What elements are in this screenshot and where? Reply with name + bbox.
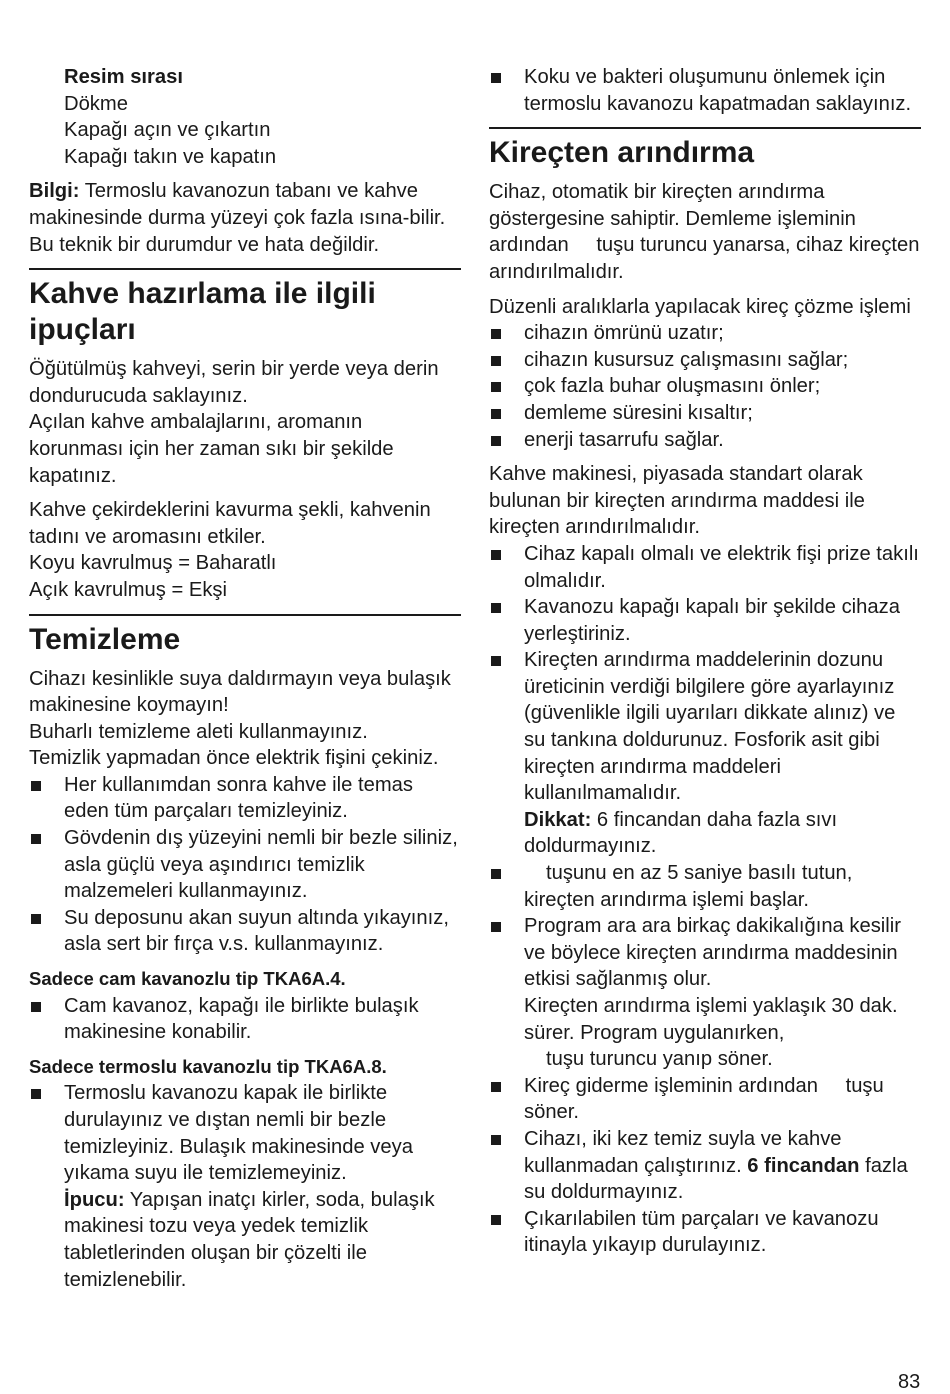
bullet-square-icon xyxy=(31,1089,41,1099)
roast-dark: Koyu kavrulmuş = Baharatlı xyxy=(29,552,277,575)
tips-paragraph: Açılan kahve ambalajlarını, aromanın korunması için her zaman sıkı bir şekilde kapatınız. xyxy=(29,411,394,487)
list-item: Termoslu kavanozu kapak ile birlikte durulayınız ve dıştan nemli bir bezle temizleyiniz. Bulaşık makinesinde veya yıkama suyu ile temizlemeyiniz. İpucu: Yapışan inatçı kirler, soda, bulaşık makinesi tozu veya yedek temizlik tabletlerinden oluşan bir çözelti ile temizlenebilir. xyxy=(29,1080,461,1293)
descaling-paragraph: Düzenli aralıklarla yapılacak kireç çözme işlemi xyxy=(489,295,911,318)
list-item: enerji tasarrufu sağlar. xyxy=(489,427,921,454)
attention-text: 6 fincandan daha fazla sıvı doldurmayınız. xyxy=(524,808,838,858)
descaling-section xyxy=(489,127,921,1259)
bullet-square-icon xyxy=(491,656,501,666)
bullet-square-icon xyxy=(491,382,501,392)
sequence-title: Resim sırası xyxy=(64,66,183,88)
cleaning-paragraph: Buharlı temizleme aleti kullanmayınız. xyxy=(29,720,368,743)
bullet-square-icon xyxy=(491,1082,501,1092)
list-item: Koku ve bakteri oluşumunu önlemek için termoslu kavanozu kapatmadan saklayınız. xyxy=(489,64,921,117)
bullet-square-icon xyxy=(491,436,501,446)
attention-label: Dikkat: xyxy=(524,808,592,831)
descaling-steps xyxy=(489,541,921,1259)
bullet-square-icon xyxy=(491,1215,501,1225)
glass-list xyxy=(29,993,461,1046)
benefits-list xyxy=(489,320,921,453)
bullet-square-icon xyxy=(491,550,501,560)
tips-paragraph: Kahve çekirdeklerini kavurma şekli, kahvenin tadını ve aromasını etkiler. xyxy=(29,499,431,548)
thermo-model-heading: Sadece termoslu kavanozlu tip TKA6A.8. xyxy=(29,1055,387,1077)
list-item: Cihaz kapalı olmalı ve elektrik fişi prize takılı olmalıdır. xyxy=(489,541,921,594)
descaling-heading: Kireçten arındırma xyxy=(489,136,755,170)
sequence-item: Dökme xyxy=(64,92,128,115)
info-text: Termoslu kavanozun tabanı ve kahve makinesinde durma yüzeyi çok fazla ısına-bilir. Bu teknik bir durumdur ve hata değildir. xyxy=(29,180,446,256)
sequence-item: Kapağı takın ve kapatın xyxy=(64,145,277,168)
list-item: tuşunu en az 5 saniye basılı tutun, kireçten arındırma işlemi başlar. xyxy=(489,860,921,913)
info-label: Bilgi: xyxy=(29,180,80,203)
bullet-square-icon xyxy=(491,1135,501,1145)
cleaning-paragraph: Cihazı kesinlikle suya daldırmayın veya bulaşık makinesine koymayın! xyxy=(29,667,451,717)
list-item: Her kullanımdan sonra kahve ile temas eden tüm parçaları temizleyiniz. xyxy=(29,772,461,825)
bullet-square-icon xyxy=(31,834,41,844)
page-number: 83 xyxy=(898,1371,921,1393)
bullet-square-icon xyxy=(491,869,501,879)
roast-light: Açık kavrulmuş = Ekşi xyxy=(29,578,228,601)
bullet-square-icon xyxy=(491,409,501,419)
storage-list xyxy=(489,64,921,117)
list-item: Cihazı, iki kez temiz suyla ve kahve kullanmadan çalıştırınız. 6 fincandan fazla su doldurmayınız. xyxy=(489,1126,921,1206)
tips-section xyxy=(29,268,461,603)
sequence-item: Kapağı açın ve çıkartın xyxy=(64,119,271,142)
cleaning-section xyxy=(29,614,461,1294)
list-item: Su deposunu akan suyun altında yıkayınız, asla sert bir fırça v.s. kullanmayınız. xyxy=(29,905,461,958)
cleaning-paragraph: Temizlik yapmadan önce elektrik fişini çekiniz. xyxy=(29,747,439,770)
glass-model-heading: Sadece cam kavanozlu tip TKA6A.4. xyxy=(29,968,346,990)
bullet-square-icon xyxy=(491,356,501,366)
bullet-square-icon xyxy=(31,781,41,791)
descaling-paragraph: Cihaz, otomatik bir kireçten arındırma göstergesine sahiptir. Demleme işleminin ardından tuşu turuncu yanarsa, cihaz kireçten arındırılmalıdır. xyxy=(489,181,920,283)
bullet-square-icon xyxy=(491,922,501,932)
list-item: Cam kavanoz, kapağı ile birlikte bulaşık makinesine konabilir. xyxy=(29,993,461,1046)
tip-label: İpucu: xyxy=(64,1188,125,1211)
bullet-square-icon xyxy=(31,1002,41,1012)
descaling-paragraph: Kahve makinesi, piyasada standart olarak bulunan bir kireçten arındırma maddesi ile kireçten arındırılmalıdır. xyxy=(489,463,865,539)
list-item: Program ara ara birkaç dakikalığına kesilir ve böylece kireçten arındırma maddesinin etkisi sağlanmış olur. Kireçten arındırma işlemi yaklaşık 30 dak. sürer. Program uygulanırken, tuşu turuncu yanıp söner. xyxy=(489,913,921,1073)
list-item: Çıkarılabilen tüm parçaları ve kavanozu itinayla yıkayıp durulayınız. xyxy=(489,1206,921,1259)
tip-text: Yapışan inatçı kirler, soda, bulaşık makinesi tozu veya yedek temizlik tabletlerinden oluşan bir çözelti ile temizlenebilir. xyxy=(64,1188,435,1291)
tips-paragraph: Öğütülmüş kahveyi, serin bir yerde veya derin dondurucuda saklayınız. xyxy=(29,358,439,407)
list-item: demleme süresini kısaltır; xyxy=(489,400,921,427)
list-item: Kireç giderme işleminin ardından tuşu söner. xyxy=(489,1073,921,1126)
list-item: Kavanozu kapağı kapalı bir şekilde cihaza yerleştiriniz. xyxy=(489,594,921,647)
thermo-list xyxy=(29,1080,461,1293)
list-item: cihazın ömrünü uzatır; xyxy=(489,320,921,347)
bullet-square-icon xyxy=(491,329,501,339)
cleaning-list xyxy=(29,772,461,958)
bullet-square-icon xyxy=(491,603,501,613)
list-item: çok fazla buhar oluşmasını önler; xyxy=(489,373,921,400)
list-item: cihazın kusursuz çalışmasını sağlar; xyxy=(489,347,921,374)
tips-heading: Kahve hazırlama ile ilgili ipuçları xyxy=(29,277,376,347)
image-sequence xyxy=(29,64,461,170)
info-note xyxy=(29,178,461,258)
list-item: Kireçten arındırma maddelerinin dozunu üreticinin verdiği bilgilere göre ayarlayınız (güvenlikle ilgili uyarıları dikkate alınız) ve su tankına doldurunuz. Fosforik asit gibi kireçten arındırma maddeleri kullanılmamalıdır. Dikkat: 6 fincandan daha fazla sıvı doldurmayınız. xyxy=(489,647,921,860)
right-column xyxy=(489,64,921,1259)
list-item: Gövdenin dış yüzeyini nemli bir bezle siliniz, asla güçlü veya aşındırıcı temizlik malzemeleri kullanmayınız. xyxy=(29,825,461,905)
bullet-square-icon xyxy=(491,73,501,83)
bullet-square-icon xyxy=(31,914,41,924)
cleaning-heading: Temizleme xyxy=(29,622,181,656)
left-column xyxy=(29,64,461,1293)
